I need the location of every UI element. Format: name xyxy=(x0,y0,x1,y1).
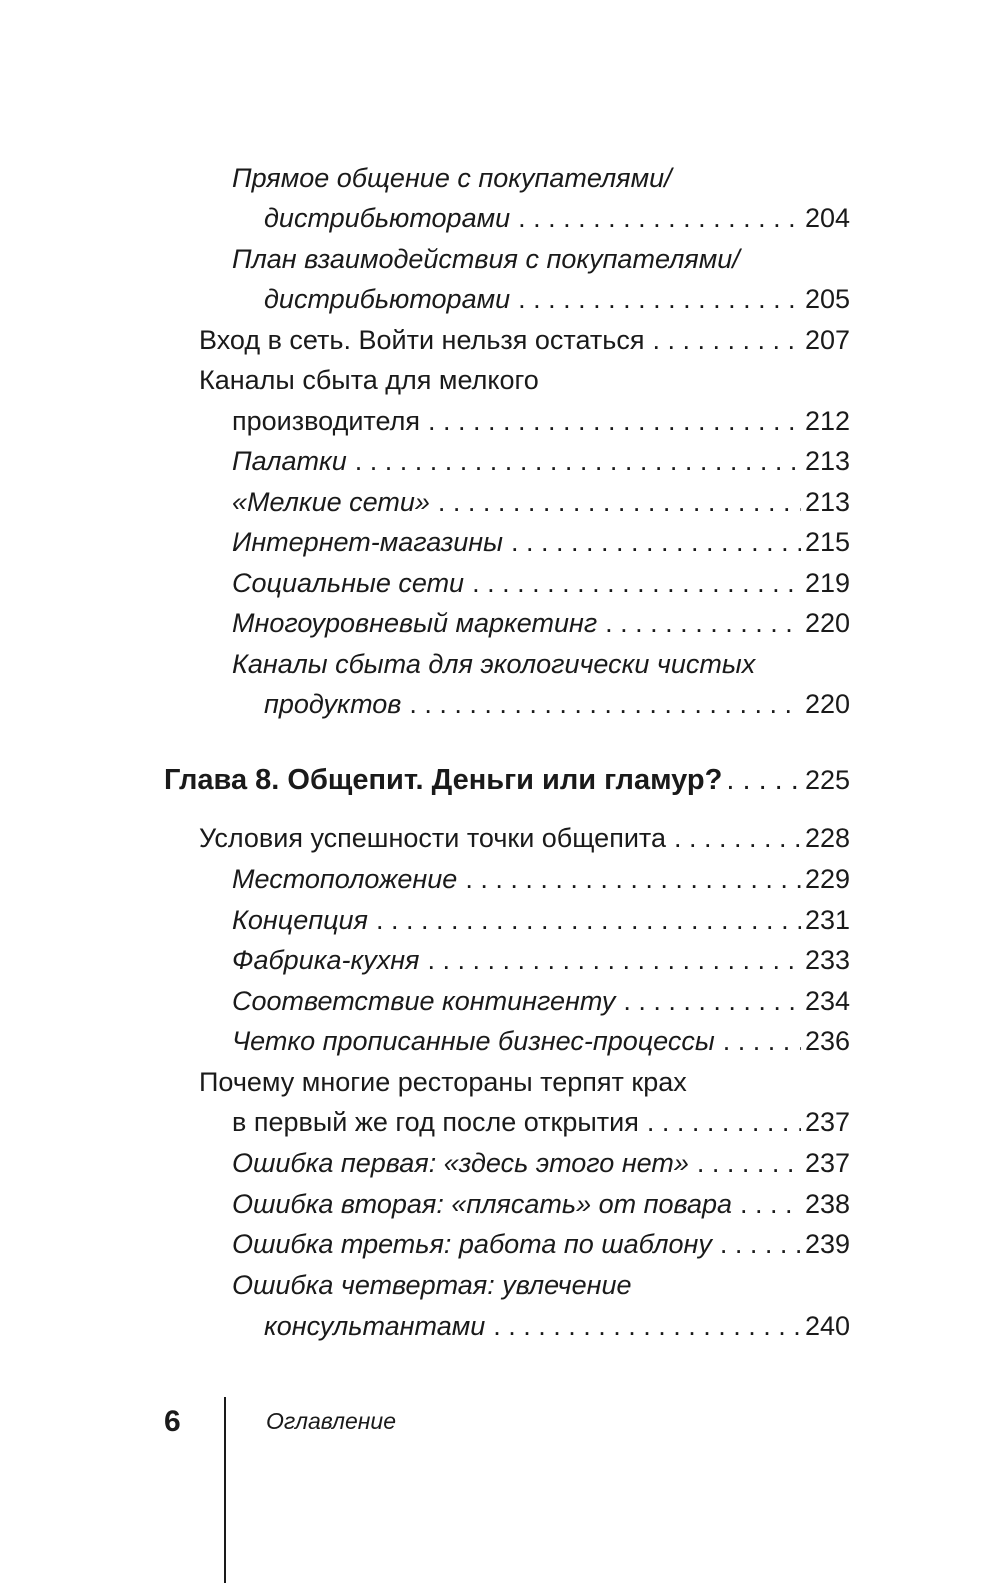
toc-entry-title: Ошибка первая: «здесь этого нет» xyxy=(232,1148,689,1178)
toc-entry xyxy=(232,482,850,522)
toc-entry-page: 207 xyxy=(804,325,850,355)
toc-entry-page: 237 xyxy=(804,1148,850,1178)
toc-entry-title: Фабрика-кухня xyxy=(232,945,420,975)
toc-entry-title: Каналы сбыта для экологически чистых xyxy=(232,649,756,679)
toc-entry xyxy=(232,900,850,940)
toc-entry-title: Многоуровневый маркетинг xyxy=(232,608,598,638)
toc-entry-title: дистрибьюторами xyxy=(264,284,511,314)
toc-entry-title: производителя xyxy=(232,406,420,436)
toc-entry-page: 229 xyxy=(804,864,850,894)
running-title: Оглавление xyxy=(266,1408,396,1434)
toc-entry-title: Местоположение xyxy=(232,864,458,894)
toc-entry xyxy=(264,684,850,724)
leader-dots xyxy=(472,563,801,603)
toc-entry-page: 237 xyxy=(804,1107,850,1137)
toc-entry-title: Палатки xyxy=(232,446,347,476)
leader-dots xyxy=(674,818,801,858)
leader-dots xyxy=(723,1021,801,1061)
toc-entry-title: План взаимодействия с покупателями/ xyxy=(232,244,740,274)
leader-dots xyxy=(376,900,801,940)
leader-dots xyxy=(697,1143,801,1183)
leader-dots xyxy=(605,603,801,643)
leader-dots xyxy=(438,482,801,522)
toc-entry xyxy=(232,603,850,643)
leader-dots xyxy=(518,198,801,238)
toc-entry xyxy=(264,198,850,238)
toc-entry-title: дистрибьюторами xyxy=(264,203,511,233)
toc-entry xyxy=(232,1143,850,1183)
toc-entry-title: в первый же год после открытия xyxy=(232,1107,639,1137)
toc-entry-title: Каналы сбыта для мелкого xyxy=(199,365,539,395)
toc-entry-page: 212 xyxy=(804,406,850,436)
leader-dots xyxy=(428,401,801,441)
toc-entry-page: 238 xyxy=(804,1189,850,1219)
toc-entry-title: Концепция xyxy=(232,905,368,935)
toc-entry-page: 240 xyxy=(804,1311,850,1341)
toc-entry-title: Соответствие контингенту xyxy=(232,986,616,1016)
leader-dots xyxy=(740,1184,801,1224)
leader-dots xyxy=(720,1224,801,1264)
leader-dots xyxy=(355,441,801,481)
toc-entry xyxy=(199,360,850,400)
toc-entry-title: Ошибка третья: работа по шаблону xyxy=(232,1229,712,1259)
toc-entry xyxy=(232,441,850,481)
toc-entry-page: 220 xyxy=(804,608,850,638)
toc-entry-page: 234 xyxy=(804,986,850,1016)
chapter-heading xyxy=(164,760,850,800)
toc-entry xyxy=(232,522,850,562)
leader-dots xyxy=(409,684,801,724)
toc-entry-page: 233 xyxy=(804,945,850,975)
toc-entry xyxy=(199,320,850,360)
toc-entry-page: 220 xyxy=(804,689,850,719)
toc-entry-title: Ошибка четвертая: увлечение xyxy=(232,1270,632,1300)
toc-entry xyxy=(232,859,850,899)
toc-entry xyxy=(232,981,850,1021)
toc-entry xyxy=(232,1021,850,1061)
leader-dots xyxy=(465,859,801,899)
page-number: 6 xyxy=(164,1405,181,1438)
toc-entry-page: 213 xyxy=(804,446,850,476)
toc-entry-title: продуктов xyxy=(264,689,402,719)
toc-entry-page: 204 xyxy=(804,203,850,233)
toc-entry-title: Четко прописанные бизнес-процессы xyxy=(232,1026,715,1056)
toc-entry xyxy=(264,1306,850,1346)
toc-entry-page: 228 xyxy=(804,823,850,853)
toc-entry-page: 239 xyxy=(804,1229,850,1259)
chapter-title: Глава 8. Общепит. Деньги или гламур? xyxy=(164,764,723,796)
leader-dots xyxy=(493,1306,801,1346)
toc-entry-title: Интернет-магазины xyxy=(232,527,504,557)
toc-entry xyxy=(199,818,850,858)
toc-entry-title: Социальные сети xyxy=(232,568,465,598)
leader-dots xyxy=(518,279,801,319)
toc-entry xyxy=(232,1265,850,1305)
toc-entry xyxy=(199,1062,850,1102)
toc-entry xyxy=(232,401,850,441)
toc-entry-page: 215 xyxy=(804,527,850,557)
toc-entry-title: Условия успешности точки общепита xyxy=(199,823,666,853)
footer-divider xyxy=(224,1397,226,1583)
toc-entry-title: Почему многие рестораны терпят крах xyxy=(199,1067,687,1097)
leader-dots xyxy=(647,1102,801,1142)
toc-entry-title: Прямое общение с покупателями/ xyxy=(232,163,672,193)
toc-entry-title: Вход в сеть. Войти нельзя остаться xyxy=(199,325,645,355)
toc-entry xyxy=(232,644,850,684)
leader-dots xyxy=(427,940,800,980)
leader-dots xyxy=(511,522,801,562)
toc-entry-page: 213 xyxy=(804,487,850,517)
leader-dots xyxy=(623,981,801,1021)
toc-entry xyxy=(264,279,850,319)
toc-entry-title: консультантами xyxy=(264,1311,486,1341)
chapter-page: 225 xyxy=(804,765,850,795)
toc-entry xyxy=(232,1184,850,1224)
toc-entry-page: 236 xyxy=(804,1026,850,1056)
toc-entry-title: Ошибка вторая: «плясать» от повара xyxy=(232,1189,733,1219)
toc-entry xyxy=(232,239,852,279)
toc-entry xyxy=(232,1224,850,1264)
toc-entry-page: 219 xyxy=(804,568,850,598)
toc-entry xyxy=(232,940,850,980)
leader-dots xyxy=(652,320,800,360)
toc-entry-page: 205 xyxy=(804,284,850,314)
toc-entry xyxy=(232,158,852,198)
leader-dots xyxy=(726,760,799,800)
toc-entry-page: 231 xyxy=(804,905,850,935)
toc-entry xyxy=(232,1102,850,1142)
toc-entry-title: «Мелкие сети» xyxy=(232,487,430,517)
toc-entry xyxy=(232,563,850,603)
